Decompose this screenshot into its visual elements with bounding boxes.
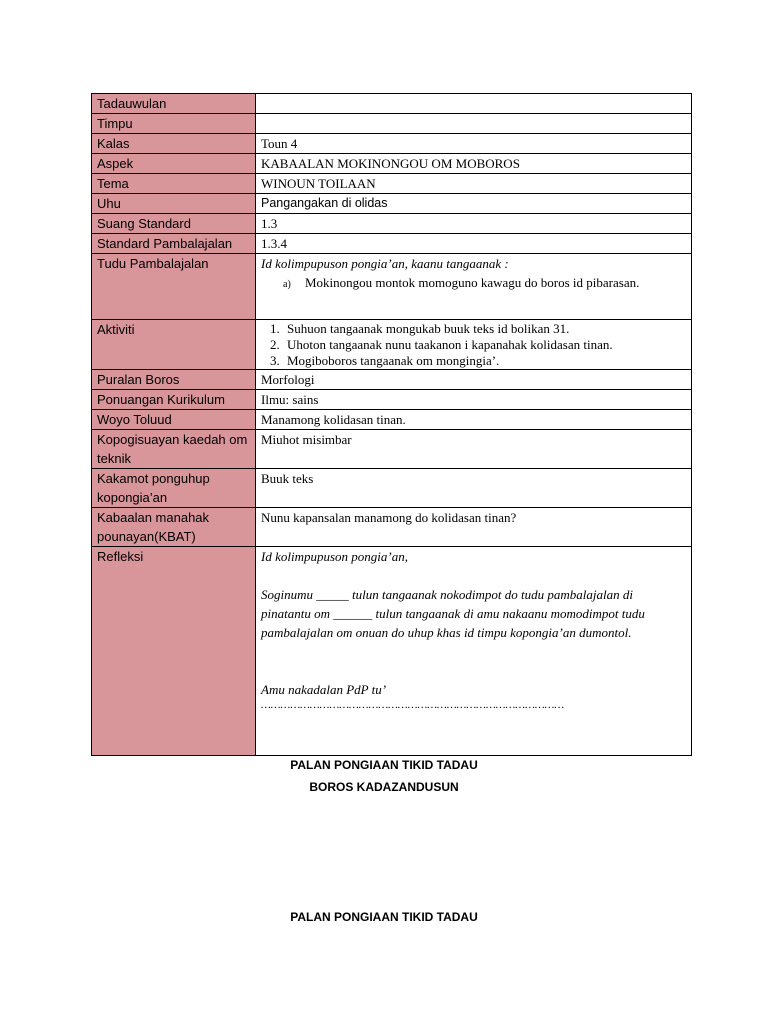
row-value: Miuhot misimbar: [256, 430, 692, 469]
refleksi-paragraph: Soginumu _____ tulun tangaanak nokodimpot do tudu pambalajalan di pinatantu om ______ tulun tangaanak di amu nakaanu momodimpot tudu pambalajalan om onuan do uhup khas id timpu kopongia’an dumontol.: [261, 587, 645, 640]
refleksi-intro: Id kolimpupuson pongia’an,: [261, 549, 408, 564]
row-tadauwulan: [92, 94, 692, 114]
row-aspek: [92, 154, 692, 174]
row-value: 1.3: [256, 214, 692, 234]
row-woyo-toluud: [92, 410, 692, 430]
row-puralan-boros: [92, 370, 692, 390]
list-item: 3. Mogiboboros tangaanak om mongingia’.: [283, 353, 686, 369]
row-value: Manamong kolidasan tinan.: [256, 410, 692, 430]
row-label: Tadauwulan: [92, 94, 256, 114]
row-value: Pangangakan di olidas: [256, 194, 692, 214]
row-value: [256, 320, 692, 370]
list-marker: a): [283, 279, 291, 290]
row-kopogisuayan: [92, 430, 692, 469]
row-tema: [92, 174, 692, 194]
tudu-item: [261, 273, 686, 294]
row-label: Kalas: [92, 134, 256, 154]
row-value: [256, 547, 692, 756]
refleksi-dotted-line: …………………………………………………………………………………: [261, 699, 565, 711]
tudu-item-text: Mokinongou montok momoguno kawagu do boros id pibarasan.: [305, 275, 640, 290]
row-standard-pambalajalan: [92, 234, 692, 254]
row-value: Morfologi: [256, 370, 692, 390]
row-uhu: [92, 194, 692, 214]
row-label: Tema: [92, 174, 256, 194]
row-label: Aktiviti: [92, 320, 256, 370]
row-value: [256, 254, 692, 320]
row-value: WINOUN TOILAAN: [256, 174, 692, 194]
row-aktiviti: [92, 320, 692, 370]
refleksi-note: Amu nakadalan PdP tu’: [261, 682, 387, 697]
row-value: Ilmu: sains: [256, 390, 692, 410]
row-label: Ponuangan Kurikulum: [92, 390, 256, 410]
row-label: Tudu Pambalajalan: [92, 254, 256, 320]
row-value: [256, 94, 692, 114]
row-ponuangan-kurikulum: [92, 390, 692, 410]
row-label: Suang Standard: [92, 214, 256, 234]
row-label: Kakamot ponguhup kopongia’an: [92, 469, 256, 508]
row-value: Toun 4: [256, 134, 692, 154]
row-suang-standard: [92, 214, 692, 234]
row-label: Woyo Toluud: [92, 410, 256, 430]
list-item: 2. Uhoton tangaanak nunu taakanon i kapanahak kolidasan tinan.: [283, 337, 686, 353]
footer-title-repeat: PALAN PONGIAAN TIKID TADAU: [290, 910, 478, 924]
row-kbat: [92, 508, 692, 547]
row-value: 1.3.4: [256, 234, 692, 254]
list-item: 1. Suhuon tangaanak mongukab buuk teks id bolikan 31.: [283, 321, 686, 337]
footer-title: PALAN PONGIAAN TIKID TADAU: [290, 758, 478, 772]
row-refleksi: [92, 547, 692, 756]
row-label: Timpu: [92, 114, 256, 134]
row-value: KABAALAN MOKINONGOU OM MOBOROS: [256, 154, 692, 174]
footer-subtitle: BOROS KADAZANDUSUN: [309, 780, 459, 794]
row-label: Aspek: [92, 154, 256, 174]
row-label: Uhu: [92, 194, 256, 214]
row-timpu: [92, 114, 692, 134]
row-value: Buuk teks: [256, 469, 692, 508]
row-value: [256, 114, 692, 134]
tudu-intro: Id kolimpupuson pongia’an, kaanu tangaanak :: [261, 256, 509, 271]
row-kalas: [92, 134, 692, 154]
lesson-plan-table: [91, 93, 692, 756]
row-label: Standard Pambalajalan: [92, 234, 256, 254]
row-kakamot: [92, 469, 692, 508]
row-label: Puralan Boros: [92, 370, 256, 390]
row-label: Refleksi: [92, 547, 256, 756]
row-label: Kabaalan manahak pounayan(KBAT): [92, 508, 256, 547]
row-label: Kopogisuayan kaedah om teknik: [92, 430, 256, 469]
activity-list: [261, 321, 686, 369]
row-tudu-pambalajalan: [92, 254, 692, 320]
row-value: Nunu kapansalan manamong do kolidasan tinan?: [256, 508, 692, 547]
